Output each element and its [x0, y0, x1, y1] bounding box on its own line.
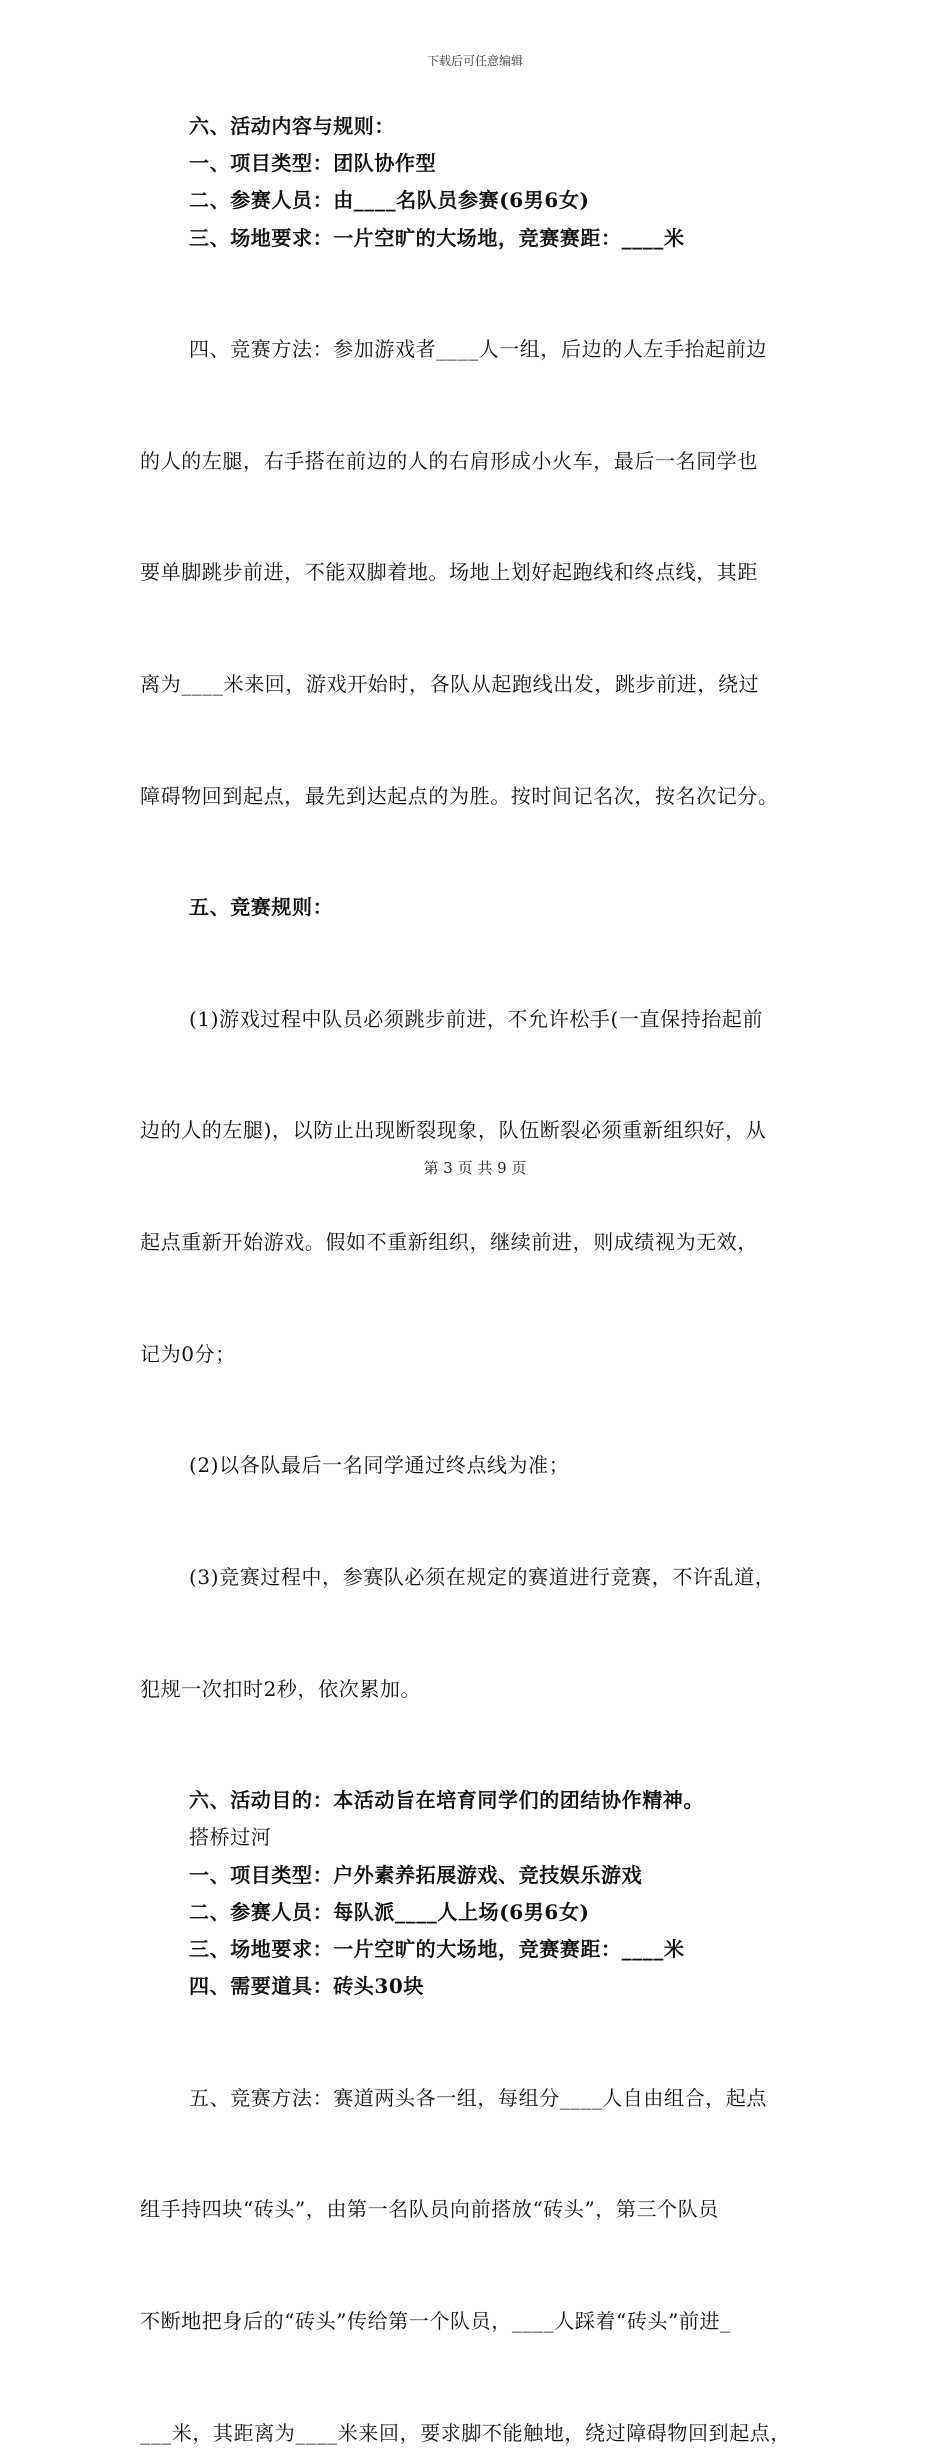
paragraph-line: 边的人的左腿)，以防止出现断裂现象，队伍断裂必须重新组织好，从 [140, 1118, 767, 1143]
paragraph-line: 离为____米来回，游戏开始时，各队从起跑线出发，跳步前进，绕过 [140, 672, 760, 697]
section-heading: 五、竞赛规则： [189, 895, 334, 920]
game-title: 搭桥过河 [189, 1825, 272, 1850]
rule-2-line: (2)以各队最后一名同学通过终点线为准； [189, 1453, 570, 1478]
item-line: 三、场地要求：一片空旷的大场地，竞赛赛距：____米 [189, 1936, 685, 1961]
section-heading: 六、活动目的：本活动旨在培育同学们的团结协作精神。 [189, 1788, 704, 1813]
paragraph-bridge-method [140, 2005, 830, 2460]
paragraph-rule-3 [140, 1485, 830, 1783]
paragraph-line: 五、竞赛方法：赛道两头各一组，每组分____人自由组合，起点 [189, 2085, 767, 2110]
item-line: 二、参赛人员：每队派____人上场(6男6女) [189, 1899, 590, 1924]
item-line: 一、项目类型：户外素养拓展游戏、竞技娱乐游戏 [189, 1862, 643, 1887]
paragraph-line: 犯规一次扣时2秒，依次累加。 [140, 1676, 422, 1701]
page-header: 下载后可任意编辑 [426, 54, 523, 68]
paragraph-line: 不断地把身后的“砖头”传给第一个队员，____人踩着“砖头”前进_ [140, 2308, 731, 2333]
paragraph-line: 组手持四块“砖头”，由第一名队员向前搭放“砖头”，第三个队员 [140, 2197, 719, 2222]
page-footer: 第 3 页 共 9 页 [423, 1159, 527, 1177]
paragraph-line: 障碍物回到起点，最先到达起点的为胜。按时间记名次，按名次记分。 [140, 783, 779, 808]
paragraph-line: ___米，其距离为____米来回，要求脚不能触地，绕过障碍物回到起点， [140, 2420, 791, 2445]
paragraph-line: 的人的左腿，右手搭在前边的人的右肩形成小火车，最后一名同学也 [140, 448, 758, 473]
paragraph-line: 要单脚跳步前进，不能双脚着地。场地上划好起跑线和终点线，其距 [140, 560, 758, 585]
paragraph-competition-method [140, 257, 830, 889]
item-line: 三、场地要求：一片空旷的大场地，竞赛赛距：____米 [189, 225, 685, 250]
paragraph-line: 四、竞赛方法：参加游戏者____人一组，后边的人左手抬起前边 [189, 337, 767, 362]
item-line: 一、项目类型：团队协作型 [189, 151, 437, 176]
paragraph-line: 记为0分； [140, 1341, 236, 1366]
paragraph-line: (3)竞赛过程中，参赛队必须在规定的赛道进行竞赛，不许乱道， [189, 1564, 776, 1589]
item-line: 四、需要道具：砖头30块 [189, 1974, 425, 1999]
document-body [140, 108, 830, 2460]
paragraph-line: 起点重新开始游戏。假如不重新组织，继续前进，则成绩视为无效， [140, 1230, 758, 1255]
paragraph-line: (1)游戏过程中队员必须跳步前进，不允许松手(一直保持抬起前 [189, 1006, 764, 1031]
paragraph-rule-1 [140, 926, 830, 1447]
section-heading: 六、活动内容与规则： [189, 114, 395, 138]
item-line: 二、参赛人员：由____名队员参赛(6男6女) [189, 188, 590, 213]
